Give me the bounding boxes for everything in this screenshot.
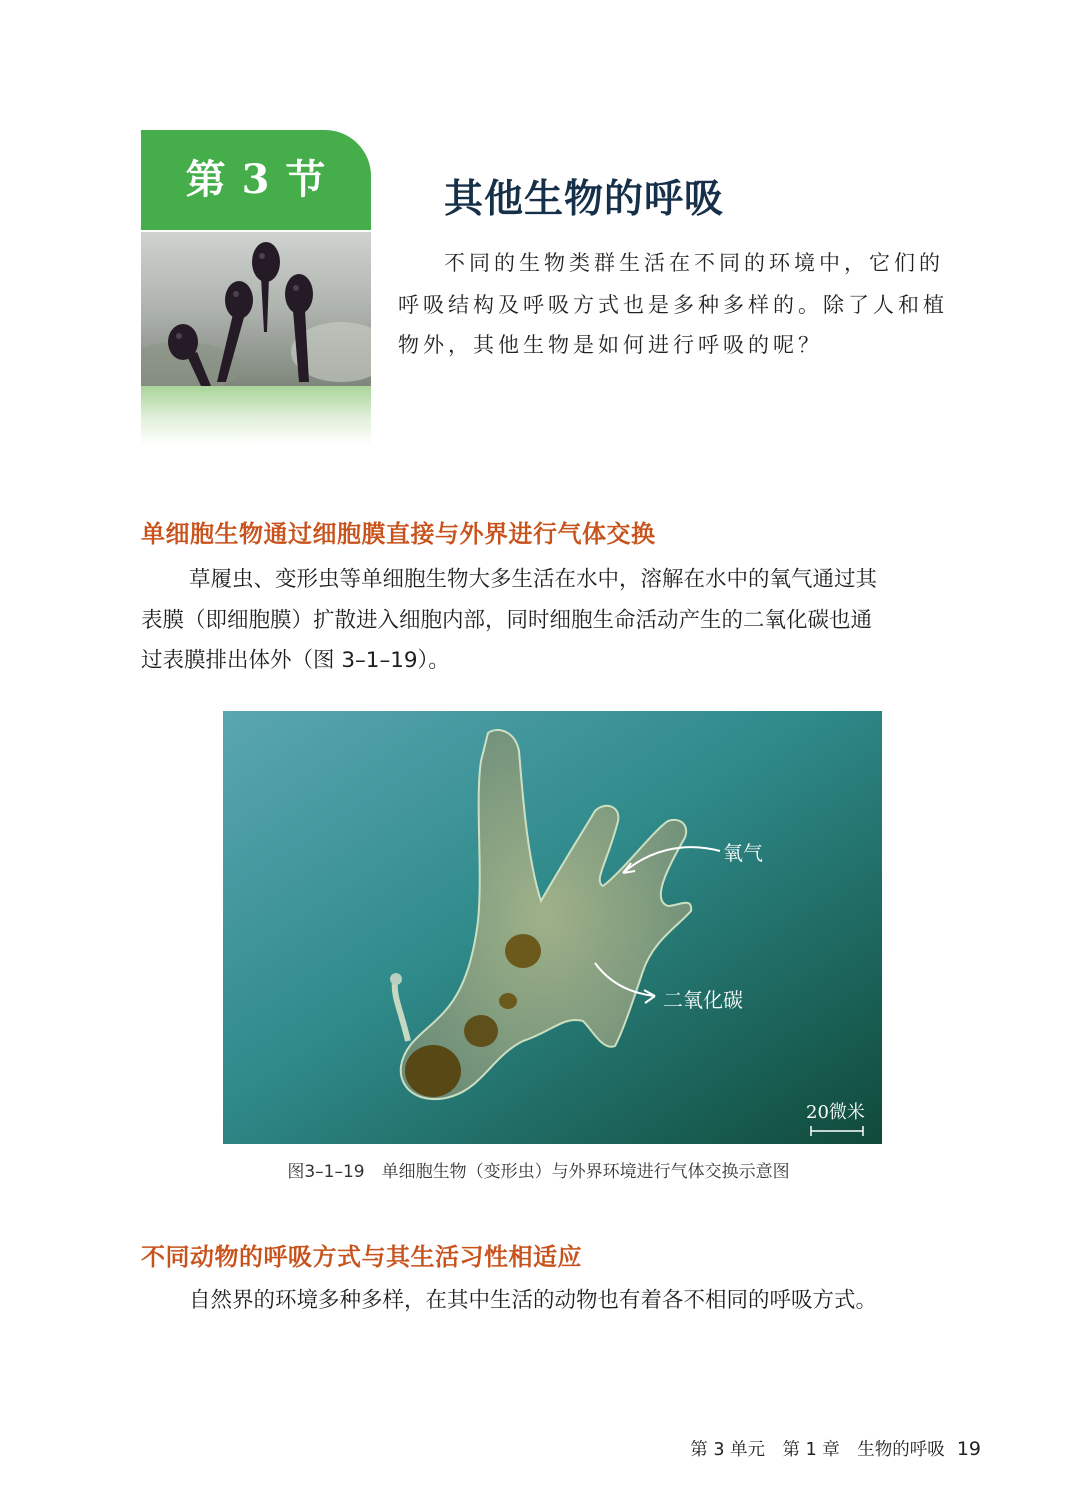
paragraph-line: 草履虫、变形虫等单细胞生物大多生活在水中，溶解在水中的氧气通过其 [189, 567, 878, 592]
intro-line: 物外，其他生物是如何进行呼吸的呢？ [398, 333, 823, 357]
co2-label: 二氧化碳 [663, 988, 743, 1012]
section-title: 其他生物的呼吸 [444, 176, 725, 222]
intro-line: 不同的生物类群生活在不同的环境中，它们的 [444, 251, 944, 275]
page-number: 19 [956, 1438, 981, 1460]
paragraph-line: 过表膜排出体外（图 3–1–19）。 [141, 648, 450, 673]
photo-fade [141, 386, 371, 446]
footer-chapter: 第 3 单元 第 1 章 生物的呼吸 [690, 1440, 945, 1460]
section-badge: 第 3 节 [141, 130, 371, 230]
oxygen-label: 氧气 [723, 841, 763, 865]
figure-caption: 图3–1–19 单细胞生物（变形虫）与外界环境进行气体交换示意图 [287, 1162, 790, 1182]
tadpole-photo [141, 232, 371, 386]
paragraph-line: 表膜（即细胞膜）扩散进入细胞内部，同时细胞生命活动产生的二氧化碳也通 [141, 608, 873, 633]
subsection-heading: 不同动物的呼吸方式与其生活习性相适应 [141, 1243, 582, 1271]
subsection-heading: 单细胞生物通过细胞膜直接与外界进行气体交换 [141, 520, 656, 548]
amoeba-micrograph [223, 711, 882, 1144]
paragraph-line: 自然界的环境多种多样，在其中生活的动物也有着各不相同的呼吸方式。 [189, 1288, 878, 1313]
page-footer [690, 1436, 981, 1461]
scale-label: 20微米 [806, 1102, 865, 1123]
intro-line: 呼吸结构及呼吸方式也是多种多样的。除了人和植 [398, 293, 948, 317]
